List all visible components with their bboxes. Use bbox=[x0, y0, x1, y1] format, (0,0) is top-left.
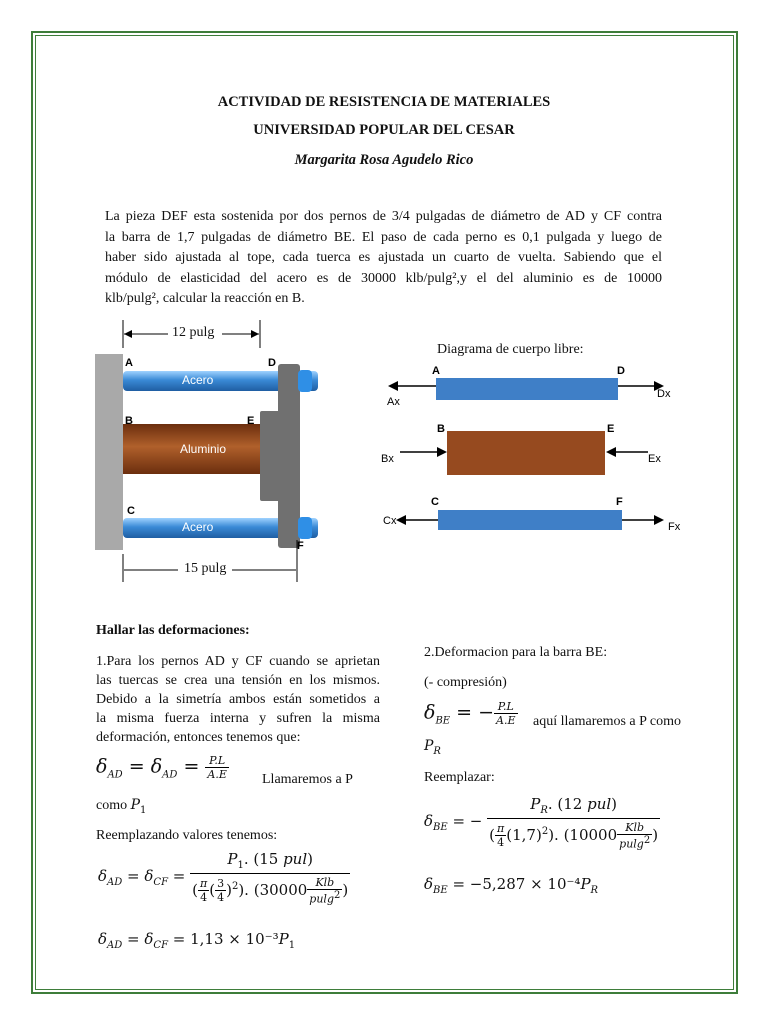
fbd-label-d: D bbox=[617, 365, 625, 377]
bolt-explanation: 1.Para los pernos AD y CF cuando se aprietan las tuercas se crea una tensión en los mismos. Debido a la simetría ambos están sometidos a la misma fuerza interna y sufren la misma deformación, entonces tenemos que: bbox=[96, 654, 380, 745]
dim-top-label: 12 pulg bbox=[169, 325, 217, 341]
reemplazar-text: Reemplazar: bbox=[424, 770, 495, 785]
fbd-label-fx: Fx bbox=[668, 521, 681, 533]
free-body-diagram bbox=[380, 370, 680, 540]
fbd-bar-ad bbox=[436, 378, 618, 400]
aqui-text: aquí llamaremos a P como bbox=[533, 714, 681, 729]
fbd-arrowhead-bx bbox=[437, 447, 447, 457]
label-d: D bbox=[268, 357, 276, 369]
problem-statement: La pieza DEF esta sostenida por dos pernos de 3/4 pulgadas de diámetro de AD y CF contra la barra de 1,7 pulgadas de diámetro BE. El paso de cada perno es 0,1 pulgada y luego de haber sido ajustada al tope, cada tuerca es ajustada un cuarto de vuelta. Sabiendo que el módulo de elasticidad del acero es de 30000 klb/pulg²,y el del aluminio es de 10000 klb/pulg², calcular la reacción en B. bbox=[105, 209, 662, 306]
section-heading: Hallar las deformaciones: bbox=[96, 623, 250, 638]
fbd-arrowhead-ex bbox=[606, 447, 616, 457]
fbd-label-e: E bbox=[607, 423, 615, 435]
dim-bottom-label: 15 pulg bbox=[181, 561, 229, 577]
eq-delta-ad-result: $\delta_{AD} = \delta_{CF} = 1,13 \times 10^{-3}P_1$ bbox=[98, 930, 296, 951]
label-c: C bbox=[127, 505, 135, 517]
rod-ad-label: Acero bbox=[182, 373, 214, 387]
dim-top-arrow-right bbox=[251, 330, 259, 338]
fbd-arrowhead-fx bbox=[654, 515, 664, 525]
compresion-note: (- compresión) bbox=[424, 675, 507, 690]
label-a: A bbox=[125, 357, 133, 369]
author-name: Margarita Rosa Agudelo Rico bbox=[294, 152, 474, 168]
llamaremos-text: Llamaremos a P bbox=[262, 772, 353, 787]
fbd-label-b: B bbox=[437, 423, 445, 435]
fbd-label-dx: Dx bbox=[657, 388, 671, 400]
fbd-label-ax: Ax bbox=[387, 396, 400, 408]
fbd-label-cx: Cx bbox=[383, 515, 397, 527]
eq-delta-ad-general: $\delta_{AD} = \delta_{AD}$ = $\frac{P.L}{A.E}$ bbox=[96, 754, 227, 781]
como-p1: como $P_1$ bbox=[96, 797, 147, 816]
nut-d bbox=[298, 370, 312, 392]
fbd-bar-cf bbox=[438, 510, 622, 530]
dim-top-arrow-left bbox=[124, 330, 132, 338]
eq-delta-be-substituted: $\delta_{BE}$ = − $P_R$. (12 pul) ( $\frac{\pi}{4}$ $(1,7)^2$). (10000 $\frac{\text{Klb}}{pulg^2}$ ) bbox=[424, 795, 659, 851]
eq-delta-ad-substituted: $\delta_{AD} = \delta_{CF}$ = $P_1$. (15 pul) ( $\frac{\pi}{4}$ ( $\frac{3}{4}$ )$^2$). (30000 $\frac{\text{Klb}}{pulg^2}$ ) bbox=[98, 850, 349, 906]
fbd-label-c: C bbox=[431, 496, 439, 508]
document-title: ACTIVIDAD DE RESISTENCIA DE MATERIALES bbox=[217, 94, 551, 110]
wall bbox=[95, 354, 123, 550]
label-e: E bbox=[247, 415, 255, 427]
fbd-bar-be bbox=[447, 431, 605, 475]
fbd-arrowhead-cx bbox=[396, 515, 406, 525]
label-f: F bbox=[297, 540, 304, 552]
fbd-label-ex: Ex bbox=[648, 453, 661, 465]
reemplazando-text: Reemplazando valores tenemos: bbox=[96, 828, 278, 843]
eq-delta-be-result: $\delta_{BE} = -5,287 \times 10^{-4}P_R$ bbox=[424, 875, 599, 896]
rod-cf-label: Acero bbox=[182, 520, 214, 534]
fbd-title: Diagrama de cuerpo libre: bbox=[437, 342, 584, 357]
fbd-arrowhead-ax bbox=[388, 381, 398, 391]
fbd-label-f: F bbox=[616, 496, 623, 508]
eq-delta-be-general: $\delta_{BE}$ = − $\frac{P.L}{A.E}$ bbox=[424, 700, 516, 727]
p-sub-r: $P_R$ bbox=[424, 738, 441, 757]
rod-be-label: Aluminio bbox=[180, 442, 227, 456]
plate-boss bbox=[260, 411, 282, 501]
fbd-label-bx: Bx bbox=[381, 453, 394, 465]
university-name: UNIVERSIDAD POPULAR DEL CESAR bbox=[253, 122, 515, 138]
fbd-label-a: A bbox=[432, 365, 440, 377]
barra-be-heading: 2.Deformacion para la barra BE: bbox=[424, 645, 608, 660]
nut-f bbox=[298, 517, 312, 539]
label-b: B bbox=[125, 415, 133, 427]
